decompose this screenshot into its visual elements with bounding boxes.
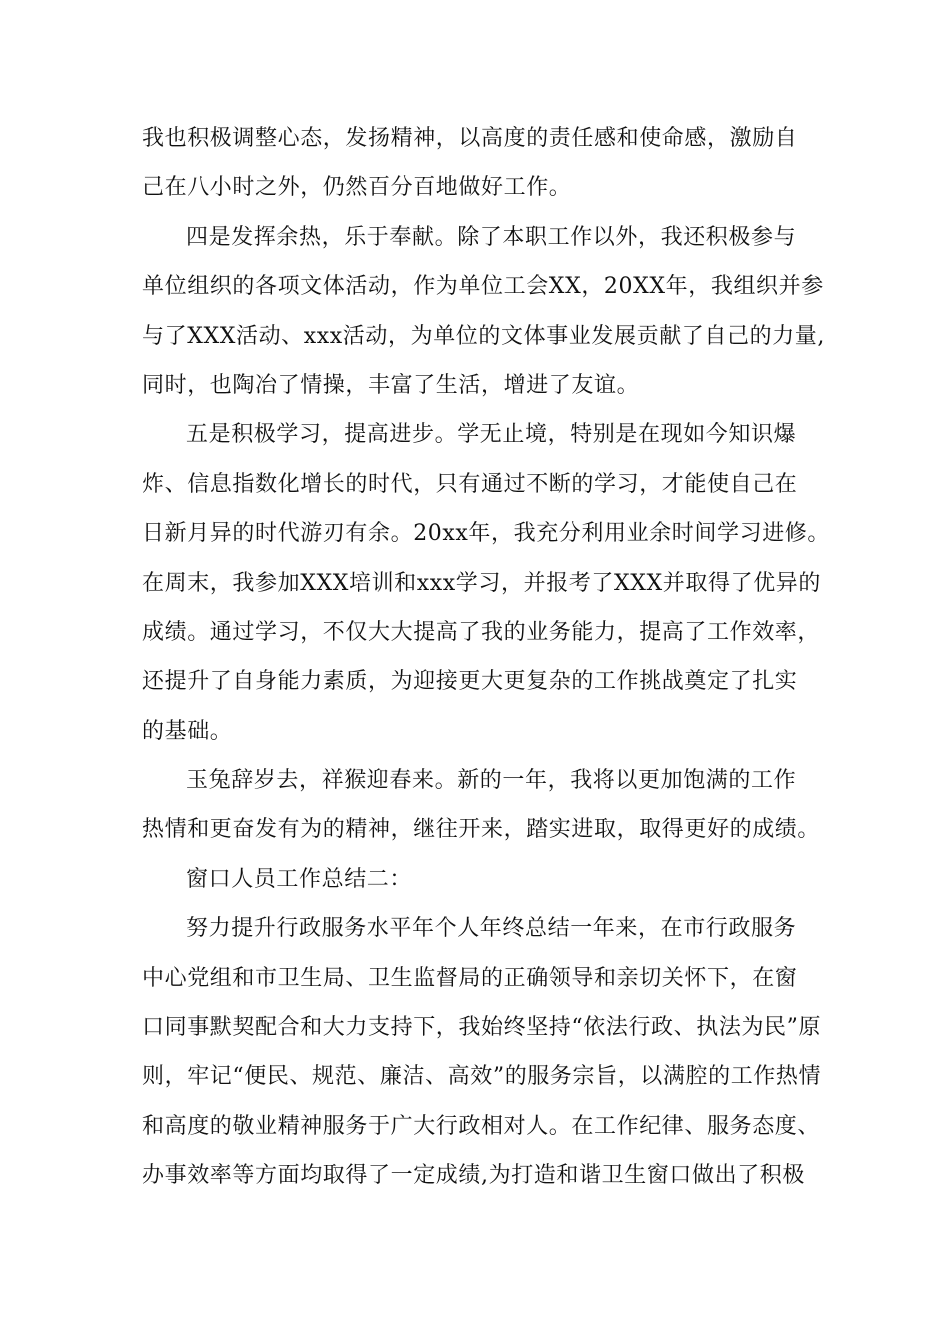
text-line: 口同事默契配合和大力支持下，我始终坚持“依法行政、执法为民”原 xyxy=(142,1015,822,1041)
text-line: 中心党组和市卫生局、卫生监督局的正确领导和亲切关怀下，在窗 xyxy=(142,965,798,991)
document-page xyxy=(142,114,831,1201)
paragraph xyxy=(142,213,826,411)
text-line: 己在八小时之外，仍然百分百地做好工作。 xyxy=(142,175,572,201)
text-line: 热情和更奋发有为的精神，继往开来，踏实进取，取得更好的成绩。 xyxy=(142,817,821,843)
paragraph xyxy=(142,756,821,855)
text-line: 成绩。通过学习，不仅大大提高了我的业务能力，提高了工作效率， xyxy=(142,619,821,645)
paragraph xyxy=(142,114,812,213)
paragraph xyxy=(142,855,812,904)
paragraph xyxy=(142,410,831,756)
paragraph xyxy=(142,904,822,1200)
text-line: 四是发挥余热，乐于奉献。除了本职工作以外，我还积极参与 xyxy=(186,224,797,250)
text-line: 五是积极学习，提高进步。学无止境，特别是在现如今知识爆 xyxy=(186,422,797,448)
text-line: 和高度的敬业精神服务于广大行政相对人。在工作纪律、服务态度、 xyxy=(142,1113,821,1139)
text-line: 我也积极调整心态，发扬精神，以高度的责任感和使命感，激励自 xyxy=(142,126,798,151)
text-line: 窗口人员工作总结二： xyxy=(186,866,413,892)
text-line: 则，牢记“便民、规范、廉洁、高效”的服务宗旨，以满腔的工作热情 xyxy=(142,1064,822,1090)
text-line: 单位组织的各项文体活动，作为单位工会XX，20XX年，我组织并参 xyxy=(142,274,824,300)
text-line: 日新月异的时代游刃有余。20xx年，我充分利用业余时间学习进修。 xyxy=(142,521,831,547)
text-line: 同时，也陶冶了情操，丰富了生活，增进了友谊。 xyxy=(142,372,640,398)
text-line: 与了XXX活动、xxx活动，为单位的文体事业发展贡献了自己的力量, xyxy=(142,323,826,349)
text-line: 的基础。 xyxy=(142,718,233,744)
text-line: 努力提升行政服务水平年个人年终总结一年来，在市行政服务 xyxy=(186,916,797,942)
text-line: 炸、信息指数化增长的时代，只有通过不断的学习，才能使自己在 xyxy=(142,471,798,497)
text-line: 办事效率等方面均取得了一定成绩,为打造和谐卫生窗口做出了积极 xyxy=(142,1163,805,1189)
text-line: 玉兔辞岁去，祥猴迎春来。新的一年，我将以更加饱满的工作 xyxy=(186,768,797,794)
text-line: 在周末，我参加XXX培训和xxx学习，并报考了XXX并取得了优异的 xyxy=(142,570,821,596)
text-line: 还提升了自身能力素质，为迎接更大更复杂的工作挑战奠定了扎实 xyxy=(142,669,798,695)
